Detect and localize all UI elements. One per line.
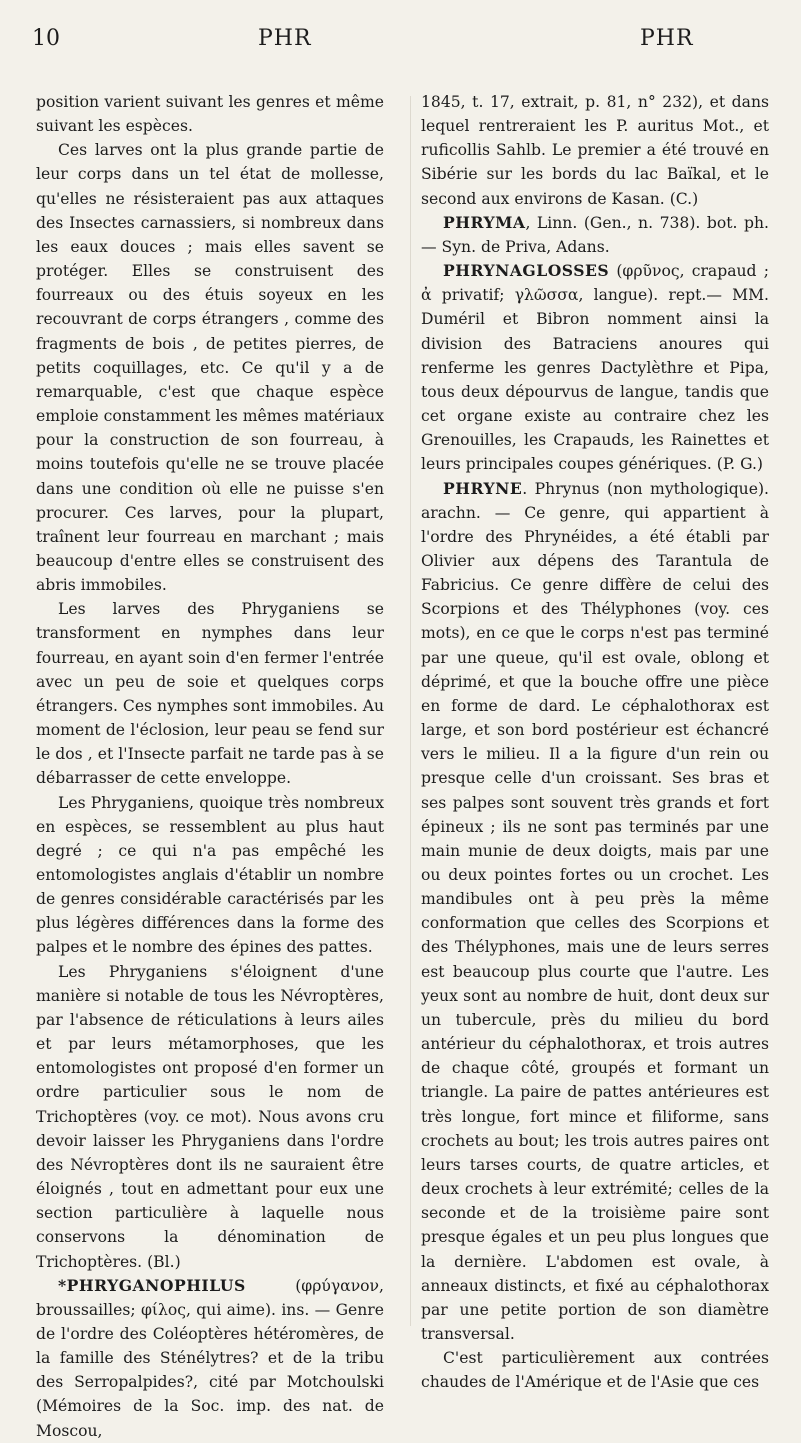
- paragraph: Les Phryganiens s'éloignent d'une manière si notable de tous les Névroptères, par l'absence de réticulations à leurs ailes et par leurs métamorphoses, que les entomologistes ont proposé d'en former un ordre particulier sous le nom de Trichoptères (voy. ce mot). Nous avons cru devoir laisser les Phryganiens dans l'ordre des Névroptères dont ils ne sauraient être éloignés , tout en admettant pour eux une section particulière à laquelle nous conservons la dénomination de Trichoptères. (Bl.): [36, 962, 384, 1271]
- paragraph: 1845, t. 17, extrait, p. 81, n° 232), et dans lequel rentreraient les P. auritus Mot., et ruficollis Sahlb. Le premier a été trouvé en Sibérie sur les bords du lac Baïkal, et le second aux environs de Kasan. (C.): [421, 93, 769, 208]
- right-column: [421, 90, 769, 1394]
- left-running-title: PHR: [258, 26, 312, 51]
- entry-body: , Linn. (Gen., n. 738). bot. ph. — Syn. de Priva, Adans.: [421, 213, 769, 256]
- paragraph: Les Phryganiens, quoique très nombreux en espèces, se ressemblent au plus haut degré ; ce qui n'a pas empêché les entomologistes anglais d'établir un nombre de genres considérable caractérisés par les plus légères différences dans la forme des palpes et le nombre des épines des pattes.: [36, 793, 384, 957]
- column-gutter: [410, 96, 411, 1326]
- left-column: [36, 90, 384, 1443]
- dictionary-entry: [421, 211, 769, 259]
- right-running-title: PHR: [640, 26, 694, 51]
- entry-body: (φρύγανον, broussailles; φίλος, qui aime). ins. — Genre de l'ordre des Coléoptères hétéromères, de la famille des Sténélytres? et de la tribu des Serropalpides?, cité par Motchoulski (Mémoires de la Soc. imp. des nat. de Moscou,: [36, 1276, 384, 1440]
- paragraph: Ces larves ont la plus grande partie de leur corps dans un tel état de mollesse, qu'elles ne résisteraient pas aux attaques des Insectes carnassiers, si nombreux dans les eaux douces ; mais elles savent se protéger. Elles se construisent des fourreaux ou des étuis soyeux en les recouvrant de corps étrangers , comme des fragments de bois , de petites pierres, de petits coquillages, etc. Ce qu'il y a de remarquable, c'est que chaque espèce emploie constamment les mêmes matériaux pour la construction de son fourreau, à moins toutefois qu'elle ne se trouve placée dans une condition où elle ne puisse s'en procurer. Ces larves, pour la plupart, traînent leur fourreau en marchant ; mais beaucoup d'entre elles se construisent des abris immobiles.: [36, 141, 384, 595]
- paragraph: position varient suivant les genres et même suivant les espèces.: [36, 93, 384, 136]
- entry-headword: PHRYNAGLOSSES: [443, 261, 610, 281]
- dictionary-entry: [421, 477, 769, 1347]
- dictionary-entry: [36, 1274, 384, 1443]
- paragraph: C'est particulièrement aux contrées chaudes de l'Amérique et de l'Asie que ces: [421, 1349, 769, 1392]
- entry-body: (φρῦνος, crapaud ; ἀ privatif; γλῶσσα, langue). rept.— MM. Duméril et Bibron nomment ainsi la division des Batraciens anoures qui renferme les genres Dactylèthre et Pipa, tous deux dépourvus de langue, tandis que cet organe existe au contraire chez les Grenouilles, les Crapauds, les Rainettes et leurs principales coupes génériques. (P. G.): [421, 262, 769, 474]
- entry-headword: PHRYNE: [443, 478, 523, 498]
- dictionary-entry: [421, 259, 769, 476]
- entry-headword: PHRYMA: [443, 212, 526, 232]
- paragraph: Les larves des Phryganiens se transforment en nymphes dans leur fourreau, en ayant soin d'en fermer l'entrée avec un peu de soie et quelques corps étrangers. Ces nymphes sont immobiles. Au moment de l'éclosion, leur peau se fend sur le dos , et l'Insecte parfait ne tarde pas à se débarrasser de cette enveloppe.: [36, 600, 384, 788]
- entry-body: . Phrynus (non mythologique). arachn. — Ce genre, qui appartient à l'ordre des Phrynéides, a été établi par Olivier aux dépens des Tarantula de Fabricius. Ce genre diffère de celui des Scorpions et des Thélyphones (voy. ces mots), en ce que le corps n'est pas terminé par une queue, qu'il est ovale, oblong et déprimé, et que la bouche offre une pièce en forme de dard. Le céphalothorax est large, et son bord postérieur est échancré vers le milieu. Il a la figure d'un rein ou presque celle d'un croissant. Ses bras et ses palpes sont souvent très grands et fort épineux ; ils ne sont pas terminés par une main munie de deux doigts, mais par une ou deux pointes fortes ou un crochet. Les mandibules ont à peu près la même conformation que celles des Scorpions et des Thélyphones, mais une de leurs serres est beaucoup plus courte que l'autre. Les yeux sont au nombre de huit, dont deux sur un tubercule, près du milieu du bord antérieur du céphalothorax, et trois autres de chaque côté, groupés et formant un triangle. La paire de pattes antérieures est très longue, fort mince et filiforme, sans crochets au bout; les trois autres paires ont leurs tarses courts, de quatre articles, et deux crochets à leur extrémité; celles de la seconde et de la troisième paire sont presque égales et un peu plus longues que la dernière. L'abdomen est ovale, à anneaux distincts, et fixé au céphalothorax par une petite portion de son diamètre transversal.: [421, 479, 769, 1343]
- running-header: [0, 24, 801, 60]
- entry-headword: *PHRYGANOPHILUS: [58, 1275, 246, 1295]
- page-number: 10: [32, 26, 60, 51]
